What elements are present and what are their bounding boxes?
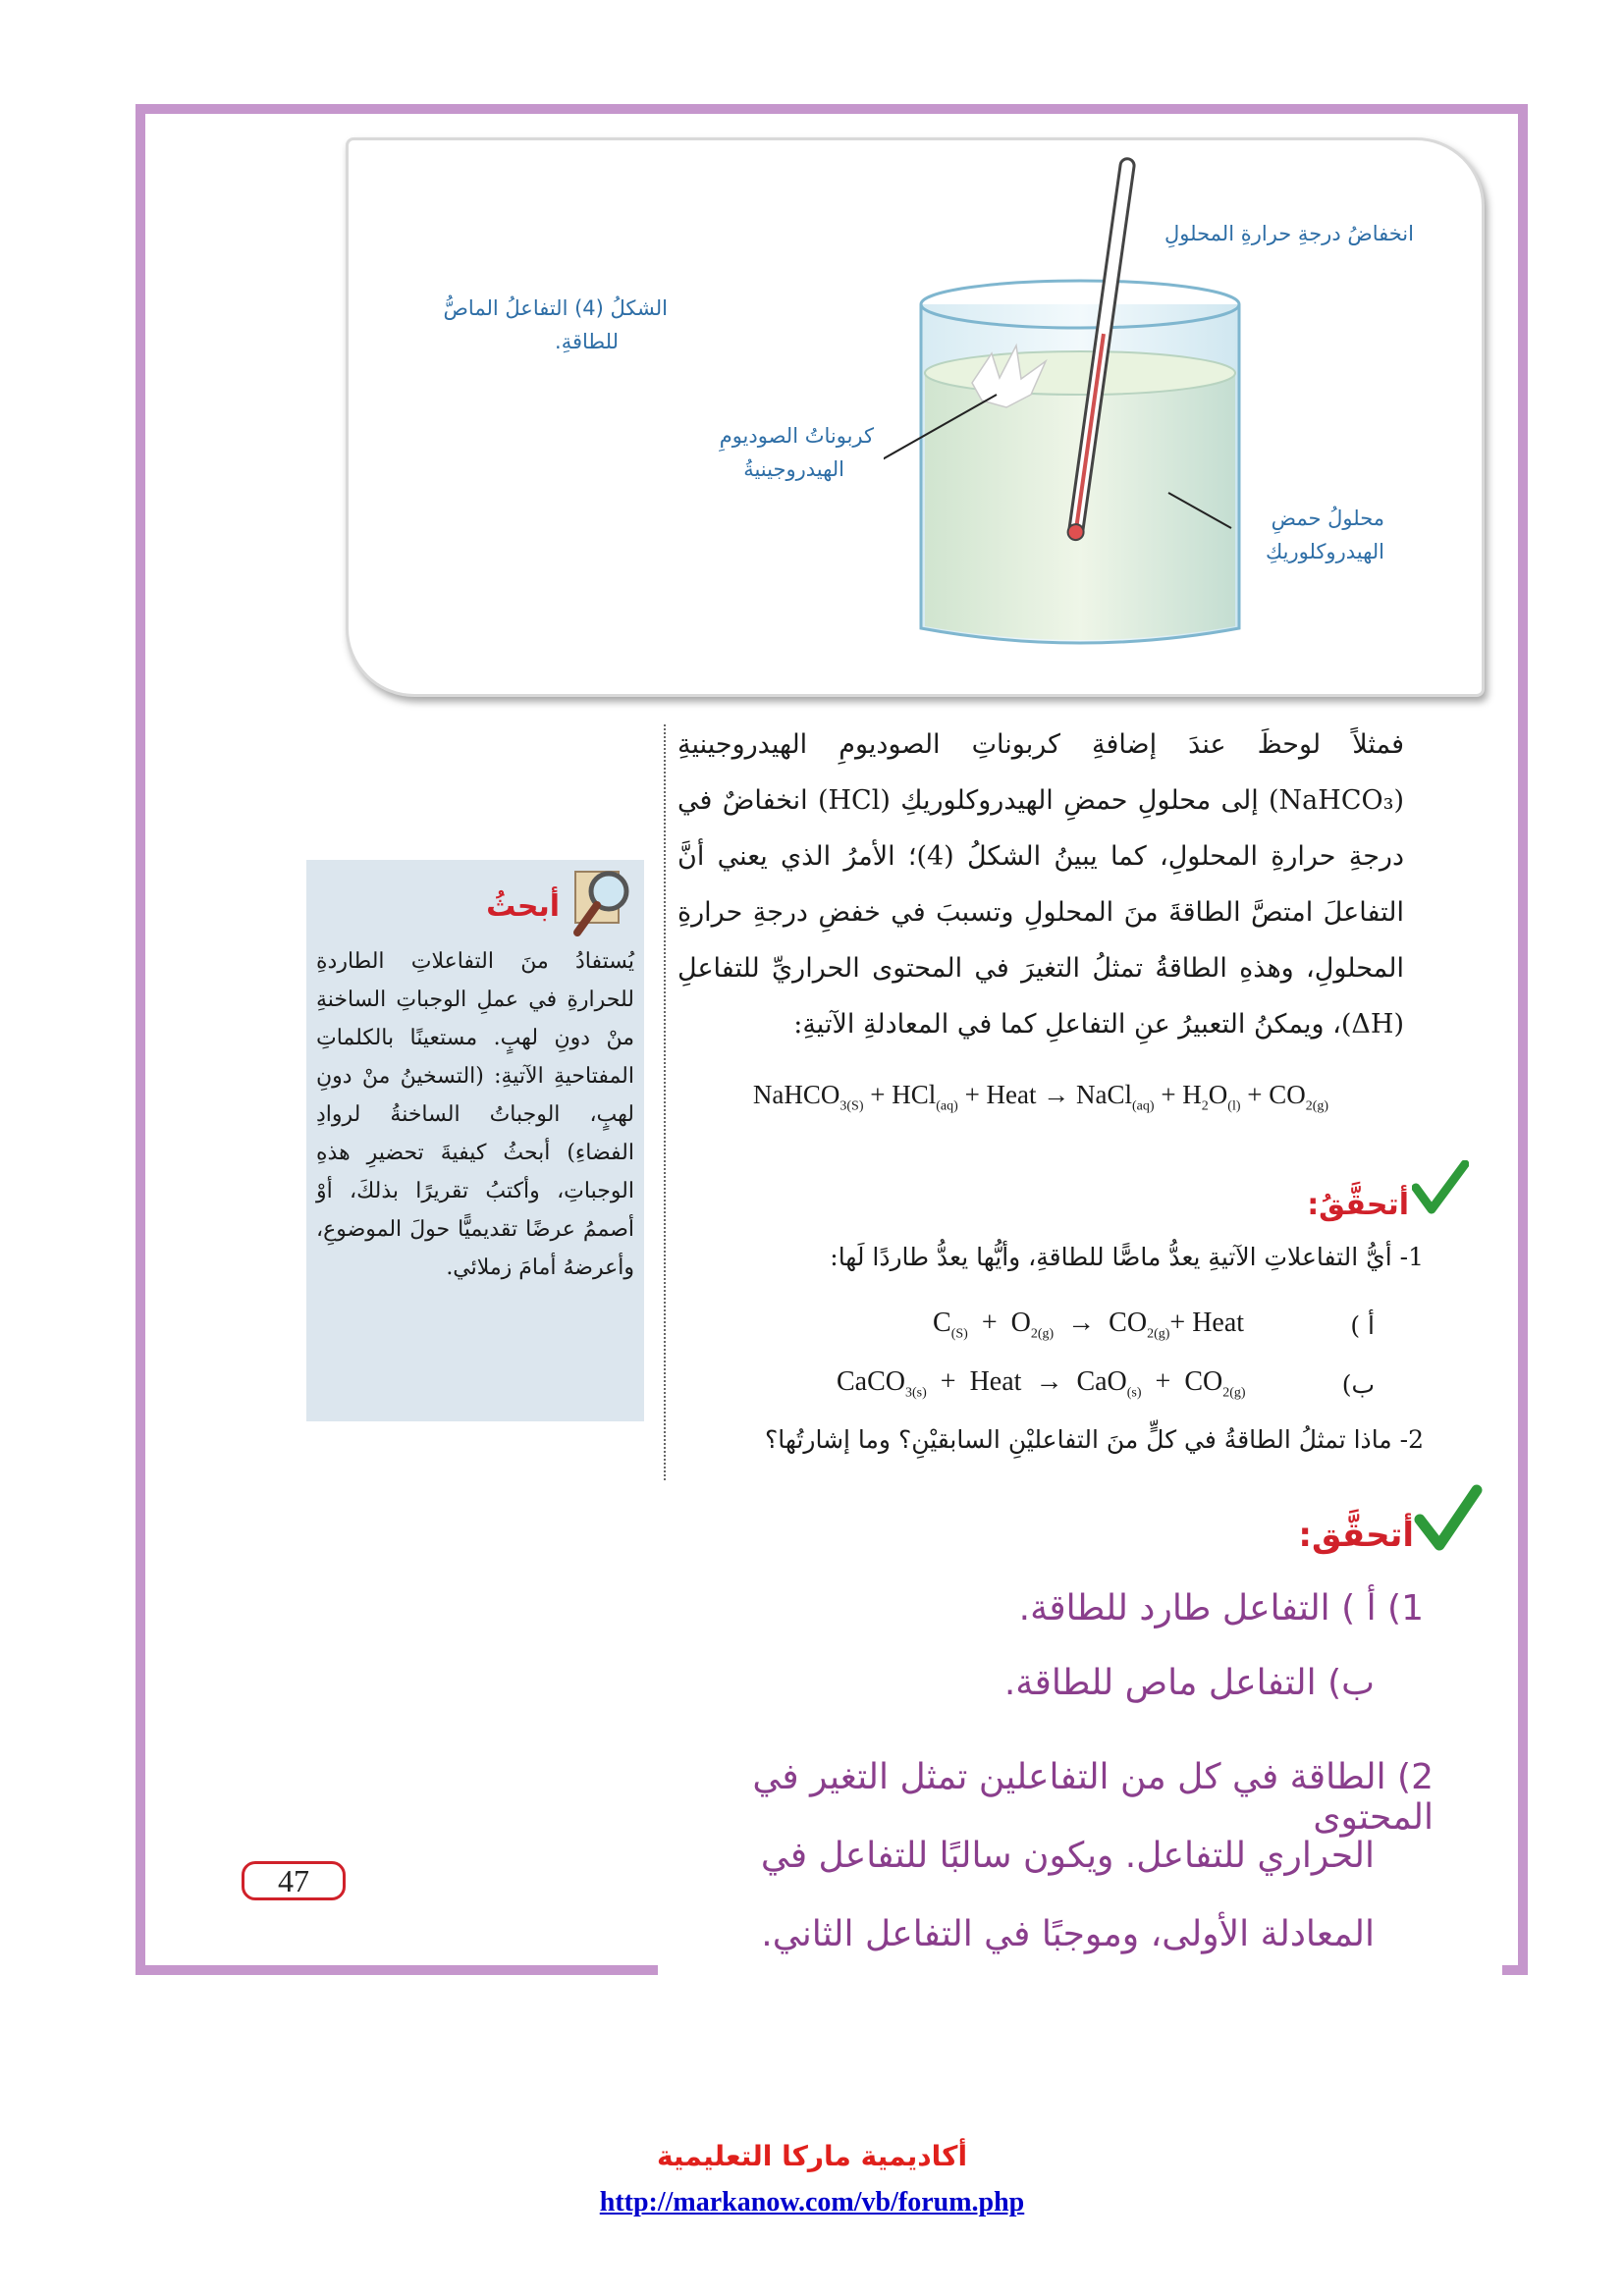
label-sodium-bicarbonate-line2: الهيدروجينيةُ [743,456,844,481]
reaction-b-label: ب) [1341,1370,1375,1399]
eq-h2o: $H_2O_{(l)}$ [1182,1080,1241,1114]
page-number: 47 [242,1861,346,1900]
answer-2-line3: المعادلة الأولى، وموجبًا في التفاعل الثاني. [761,1914,1375,1954]
figure-caption-line2: للطاقةِ. [555,329,619,353]
eq-arrow: → [1043,1080,1070,1109]
question-2: 2- ماذا تمثلُ الطاقةُ في كلٍّ منَ التفاعليْنِ السابقيْنِ؟ وما إشارتُها؟ [765,1425,1424,1454]
research-title: أبحثُ [486,889,560,924]
eq-hcl: HCl$_{(aq)}$ [892,1080,958,1114]
answer-1b: ب) التفاعل ماص للطاقة. [1003,1663,1375,1703]
footer-link[interactable]: http://markanow.com/vb/forum.php [599,2187,1025,2217]
research-text: يُستفادُ منَ التفاعلاتِ الطاردةِ للحرارةِ في عملِ الوجباتِ الساخنةِ منْ دونِ لهبٍ. مستعينًا بالكلماتِ المفتاحيةِ الآتيةِ: (التسخينُ منْ دونِ لهبٍ، الوجباتُ الساخنةُ لروادِ الفضاءِ) أبحثُ كيفيةَ تحضيرِ هذهِ الوجباتِ، وأكتبُ تقريرًا بذلكَ، أوْ أصممُ عرضًا تقديميًّا حولَ الموضوعِ، وأعرضهُ أمامَ زملائي. [316,949,634,1280]
figure-caption [432,293,668,358]
label-temperature-drop: انخفاضُ درجةِ حرارةِ المحلولِ [1164,222,1414,245]
check-title: أتحقَّقُ: [1307,1188,1409,1222]
answer-2-line1: 2) الطاقة في كل من التفاعلين تمثل التغير في المحتوى [752,1757,1434,1838]
label-hcl-solution-line2: الهيدروكلوريكِ [1265,539,1384,563]
answer-2-line2: الحراري للتفاعل. ويكون سالبًا للتفاعل في [760,1836,1375,1876]
eq-plus: + [1161,1080,1176,1109]
eq-plus: + [964,1080,980,1109]
label-hcl-solution [1208,503,1384,568]
footer-academy-name: أكاديمية ماركا التعليمية [656,2140,968,2172]
label-sodium-bicarbonate-line1: كربوناتُ الصوديومِ [719,424,874,448]
label-sodium-bicarbonate [687,420,874,486]
answers-title: أتحقَّق: [1298,1516,1414,1555]
check-icon [1412,1160,1469,1215]
eq-nahco3: NaHCO$_{3(S)}$ [752,1080,864,1114]
eq-nacl: NaCl$_{(aq)}$ [1076,1080,1155,1114]
eq-heat: Heat [986,1080,1037,1109]
check-icon [1414,1484,1483,1553]
reaction-a-label: أ ) [1350,1311,1375,1340]
main-paragraph: فمثلاً لوحظَ عندَ إضافةِ كربوناتِ الصوديومِ الهيدروجينيةِ (NaHCO₃) إلى محلولِ حمضِ الهيدروكلوريكِ (HCl) انخفاضٌ في درجةِ حرارةِ المحلولِ، كما يبينُ الشكلُ (4)؛ الأمرُ الذي يعني أنَّ التفاعلَ امتصَّ الطاقةَ منَ المحلولِ وتسببَ في خفضِ درجةِ حرارةِ المحلولِ، وهذهِ الطاقةُ تمثلُ التغيرَ في المحتوى الحراريِّ للتفاعلِ (ΔH)، ويمكنُ التعبيرُ عنِ التفاعلِ كما في المعادلةِ الآتيةِ: [677,729,1404,1040]
beaker-illustration [884,137,1276,658]
reaction-b: CaCO$_{3(s)}$ + Heat → $CaO_{(s)} + CO_{2(g)}$ [837,1366,1246,1401]
eq-plus: + [1247,1080,1263,1109]
question-1: 1- أيُّ التفاعلاتِ الآتيةِ يعدُّ ماصًّا للطاقةِ، وأيُّها يعدُّ طاردًا لَها: [830,1243,1424,1271]
magnifier-icon [569,864,640,938]
main-equation [687,1080,1394,1114]
answer-1a: 1) أ ) التفاعل طارد للطاقة. [1018,1588,1424,1629]
eq-co2: $CO_{2(g)}$ [1269,1080,1329,1114]
reaction-a: $C_{(S)} + O_{2(g)} \to CO_{2(g)}+$ Heat [933,1308,1245,1342]
column-divider [664,724,666,1480]
eq-plus: + [870,1080,886,1109]
figure-caption-line1: الشكلُ (4) التفاعلُ الماصُّ [443,296,668,320]
label-hcl-solution-line1: محلولُ حمضِ [1271,507,1384,530]
